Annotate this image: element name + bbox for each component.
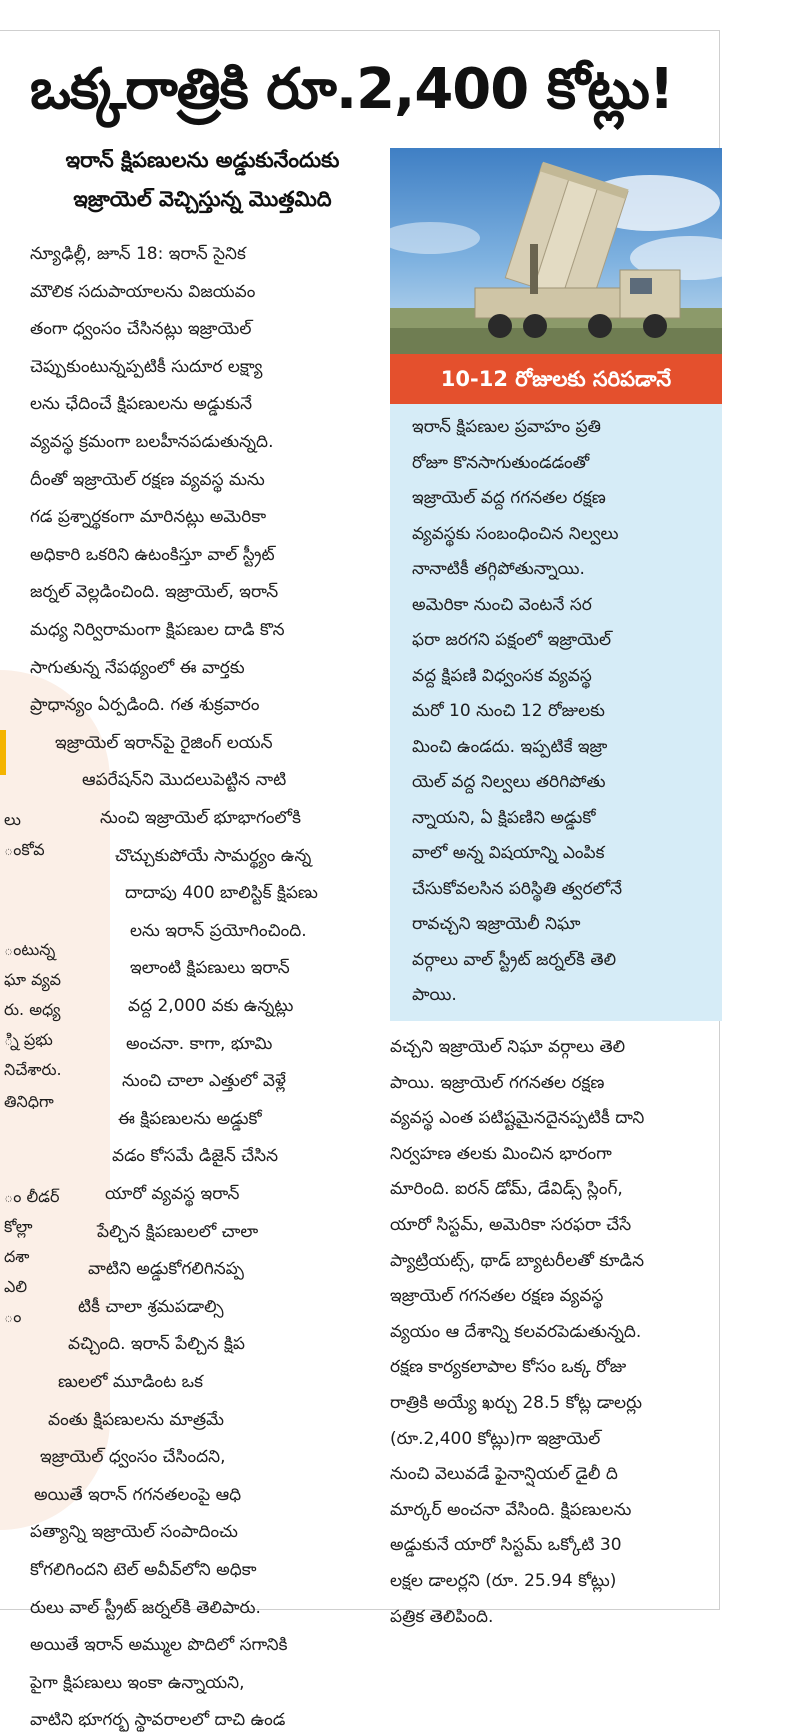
main-column-line: చెప్పుకుంటున్నప్పటికీ సుదూర లక్ష్యా: [30, 356, 263, 377]
sidebar-box-line: యెల్ వద్ద నిల్వలు తరిగిపోతు: [412, 772, 606, 792]
main-column-line: రులు వాల్ స్ట్రీట్ జర్నల్‌కి తెలిపారు.: [30, 1597, 261, 1618]
main-column-line: వ్యవస్థ క్రమంగా బలహీనపడుతున్నది.: [30, 432, 274, 452]
lower-column-line: వ్యయం ఆ దేశాన్ని కలవరపెడుతున్నది.: [390, 1321, 642, 1342]
main-column-line: ఇలాంటి క్షిపణులు ఇరాన్: [130, 958, 290, 979]
neighbor-article-fragment: ్ని ప్రభు: [4, 1030, 53, 1049]
main-column-line: మధ్య నిర్విరామంగా క్షిపణుల దాడి కొన: [30, 620, 285, 640]
main-column-line: అయితే ఇరాన్ అమ్ముల పొదిలో సగానికి: [30, 1635, 288, 1656]
main-column-line: పేల్చిన క్షిపణులలో చాలా: [97, 1221, 259, 1242]
neighbor-article-fragment: ఘా వ్యవ: [4, 970, 62, 989]
neighbor-article-fragment: ఎలి: [4, 1277, 28, 1296]
lower-column-line: మార్కర్ అంచనా వేసింది. క్షిపణులను: [390, 1499, 632, 1520]
main-column-line: తంగా ధ్వంసం చేసినట్లు ఇజ్రాయెల్: [30, 319, 252, 340]
subheadline-line-1: ఇరాన్ క్షిపణులను అడ్డుకునేందుకు: [65, 148, 340, 172]
main-column-line: దీంతో ఇజ్రాయెల్ రక్షణ వ్యవస్థ మను: [30, 469, 265, 490]
neighbor-article-fragment: దశా: [4, 1247, 30, 1266]
main-column-line: లను ఛేదించే క్షిపణులను అడ్డుకునే: [30, 394, 253, 415]
main-column-line: కోగలిగిందని టెల్ అవీవ్‌లోని అధికా: [30, 1560, 257, 1580]
main-column-line: నుంచి ఇజ్రాయెల్ భూభాగంలోకి: [100, 808, 301, 828]
sidebar-box-line: అమెరికా నుంచి వెంటనే సర: [412, 594, 592, 615]
sidebar-box-line: ఇజ్రాయెల్ వద్ద గగనతల రక్షణ: [412, 488, 606, 508]
sidebar-box-line: న్నాయని, ఏ క్షిపణిని అడ్డుకో: [412, 807, 596, 828]
main-column-line: యారో వ్యవస్థ ఇరాన్: [105, 1184, 240, 1204]
sidebar-box-line: వాలో అన్న విషయాన్ని ఎంపిక: [412, 843, 605, 863]
main-column-line: వాటిని అడ్డుకోగలిగినప్ప: [88, 1259, 244, 1280]
main-column-line: చొచ్చుకుపోయే సామర్థ్యం ఉన్న: [115, 845, 312, 866]
subheadline-line-2: ఇజ్రాయెల్ వెచ్చిస్తున్న మొత్తమిది: [73, 187, 332, 211]
sidebar-box-line: రావచ్చని ఇజ్రాయెలీ నిఘా: [412, 914, 581, 934]
lower-column-line: నిర్వహణ తలకు మించిన భారంగా: [390, 1143, 612, 1164]
main-column-line: అధికారి ఒకరిని ఉటంకిస్తూ వాల్ స్ట్రీట్: [30, 544, 275, 565]
neighbor-accent-bar: [0, 730, 6, 775]
lower-column-line: పాయి. ఇజ్రాయెల్ గగనతల రక్షణ: [390, 1072, 605, 1093]
main-column-line: నుంచి చాలా ఎత్తులో వెళ్లే: [122, 1071, 286, 1092]
main-column-line: మౌలిక సదుపాయాలను విజయవం: [30, 281, 256, 302]
main-column-line: టికీ చాలా శ్రమపడాల్సి: [78, 1296, 224, 1317]
main-column-line: పత్యాన్ని ఇజ్రాయెల్ సంపాదించు: [30, 1522, 238, 1543]
sidebar-box-line: పాయి.: [412, 985, 457, 1005]
neighbor-article-fragment: ంకోవ: [4, 840, 45, 859]
sidebar-box-line: చేసుకోవలసిన పరిస్థితి త్వరలోనే: [412, 878, 623, 899]
sidebar-box-line: ఫరా జరగని పక్షంలో ఇజ్రాయెల్: [412, 630, 612, 650]
main-column-line: ఆపరేషన్‌ని మొదలుపెట్టిన నాటి: [82, 770, 287, 791]
lower-column-line: ప్యాట్రియట్స్, థాడ్ బ్యాటరీలతో కూడిన: [390, 1250, 645, 1271]
main-column-line: లను ఇరాన్ ప్రయోగించింది.: [130, 920, 307, 941]
lower-column-line: లక్షల డాలర్లని (రూ. 25.94 కోట్లు): [390, 1571, 617, 1591]
sidebar-box-line: నానాటికీ తగ్గిపోతున్నాయి.: [412, 559, 585, 579]
neighbor-article-fragment: ం లీడర్: [4, 1187, 60, 1206]
neighbor-article-fragment: కోల్లా: [4, 1217, 33, 1236]
main-column-line: వంతు క్షిపణులను మాత్రమే: [48, 1409, 225, 1430]
sidebar-box-line: వర్గాలు వాల్ స్ట్రీట్ జర్నల్‌కి తెలి: [412, 949, 617, 970]
main-column-line: న్యూఢిల్లీ, జూన్ 18: ఇరాన్ సైనిక: [30, 244, 246, 264]
main-column-line: ఇజ్రాయెల్ ఇరాన్‌పై రైజింగ్ లయన్: [55, 732, 273, 753]
sidebar-box-line: మించి ఉండదు. ఇప్పటికే ఇజ్రా: [412, 736, 608, 757]
neighbor-article-fragment: లు: [4, 810, 21, 829]
missile-launcher-photo: [390, 148, 722, 354]
main-column-line: ఇజ్రాయెల్ ధ్వంసం చేసిందని,: [40, 1447, 226, 1468]
lower-column-line: రక్షణ కార్యకలాపాల కోసం ఒక్క రోజు: [390, 1357, 627, 1378]
main-column-line: గడ ప్రశ్నార్థకంగా మారినట్లు అమెరికా: [30, 507, 267, 528]
neighbor-article-fragment: నిచేశారు.: [4, 1060, 62, 1079]
neighbor-article-fragment: ం: [4, 1307, 22, 1326]
sidebar-box-line: వ్యవస్థకు సంబంధించిన నిల్వలు: [412, 523, 619, 544]
main-column-line: వద్ద 2,000 వకు ఉన్నట్లు: [128, 996, 294, 1016]
lower-column-line: పత్రిక తెలిపింది.: [390, 1606, 494, 1627]
neighbor-article-fragment: రు. అధ్య: [4, 1000, 61, 1019]
neighbor-article-fragment: ంటున్న: [4, 940, 56, 959]
main-column-line: జర్నల్ వెల్లడించింది. ఇజ్రాయెల్, ఇరాన్: [30, 582, 279, 603]
neighbor-article-fragment: తినిధిగా: [4, 1092, 54, 1111]
lower-column-line: అడ్డుకునే యారో సిస్టమ్ ఒక్కోటి 30: [390, 1535, 622, 1556]
sidebar-box-line: వద్ద క్షిపణి విధ్వంసక వ్యవస్థ: [412, 665, 592, 686]
main-column-line: దాదాపు 400 బాలిస్టిక్ క్షిపణు: [125, 883, 318, 904]
main-column-line: ఈ క్షిపణులను అడ్డుకో: [118, 1108, 262, 1129]
lower-column-line: మారింది. ఐరన్ డోమ్, డేవిడ్స్ స్లింగ్,: [390, 1179, 623, 1200]
main-column-line: ణులలో మూడింట ఒక: [58, 1372, 203, 1392]
main-column-line: వడం కోసమే డిజైన్ చేసిన: [112, 1146, 279, 1167]
photo-caption: 10-12 రోజులకు సరిపడానే: [390, 354, 722, 404]
main-column-line: సాగుతున్న నేపథ్యంలో ఈ వార్తకు: [30, 657, 245, 678]
main-column-line: పైగా క్షిపణులు ఇంకా ఉన్నాయని,: [30, 1672, 245, 1693]
sidebar-box-line: మరో 10 నుంచి 12 రోజులకు: [412, 701, 605, 721]
headline: ఒక్కరాత్రికి రూ.2,400 కోట్లు!: [30, 57, 674, 122]
main-column-line: వాటిని భూగర్భ స్థావరాలలో దాచి ఉండ: [30, 1710, 286, 1731]
sidebar-box-line: రోజూ కొనసాగుతుండడంతో: [412, 452, 590, 473]
main-column-line: అంచనా. కాగా, భూమి: [126, 1033, 273, 1054]
lower-column-line: (రూ.2,400 కోట్లు)గా ఇజ్రాయెల్: [390, 1428, 601, 1449]
main-column-line: ప్రాధాన్యం ఏర్పడింది. గత శుక్రవారం: [30, 695, 260, 716]
lower-column-line: రాత్రికి అయ్యే ఖర్చు 28.5 కోట్ల డాలర్లు: [390, 1393, 643, 1413]
sidebar-box-line: ఇరాన్ క్షిపణుల ప్రవాహం ప్రతి: [412, 417, 601, 437]
lower-column-line: యారో సిస్టమ్, అమెరికా సరఫరా చేసే: [390, 1215, 632, 1235]
main-column-line: అయితే ఇరాన్ గగనతలంపై ఆధి: [34, 1484, 242, 1505]
lower-column-line: నుంచి వెలువడే ఫైనాన్షియల్ డైలీ ది: [390, 1464, 618, 1485]
lower-column-line: ఇజ్రాయెల్ గగనతల రక్షణ వ్యవస్థ: [390, 1286, 604, 1307]
main-column-line: వచ్చింది. ఇరాన్ పేల్చిన క్షిప: [68, 1334, 246, 1355]
lower-column-line: వచ్చని ఇజ్రాయెల్ నిఘా వర్గాలు తెలి: [390, 1037, 626, 1057]
lower-column-line: వ్యవస్థ ఎంత పటిష్టమైనదైనప్పటికీ దాని: [390, 1108, 645, 1129]
